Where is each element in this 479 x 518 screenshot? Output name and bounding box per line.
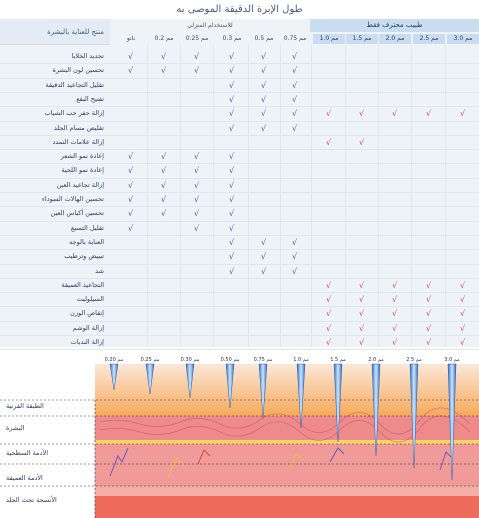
check-mark: √: [292, 266, 298, 276]
row-label: إزالة الندبات: [70, 338, 104, 346]
layer-label: البشرة: [6, 424, 25, 432]
table-row-divider: [0, 192, 479, 193]
column-header: 0.25 مم: [185, 35, 209, 42]
check-mark: √: [261, 252, 267, 262]
column-divider: [280, 45, 281, 347]
check-mark: √: [460, 295, 466, 305]
table-row-divider: [0, 92, 479, 93]
check-mark: √: [161, 195, 167, 204]
table-row-divider: [0, 335, 479, 336]
needle-label: 1.0 مم: [293, 357, 309, 363]
column-header: 0.5 مم: [254, 35, 274, 42]
check-mark: √: [326, 309, 332, 319]
row-label: تفتيح البقع: [76, 94, 104, 103]
check-mark: √: [460, 109, 466, 119]
check-mark: √: [292, 66, 298, 76]
check-mark: √: [128, 166, 134, 176]
column-header: نانو: [126, 35, 136, 42]
table-row-divider: [0, 249, 479, 250]
table-row-divider: [0, 221, 479, 222]
table-row-divider: [0, 63, 479, 64]
check-mark: √: [229, 252, 235, 262]
table-row-divider: [0, 306, 479, 307]
skin-diagram: [0, 350, 479, 518]
row-label: إزالة حفر حب الشباب: [44, 109, 104, 118]
row-label: إزالة علامات التمدد: [52, 137, 104, 146]
layer-label: الأدمة السطحية: [6, 449, 48, 457]
check-mark: √: [426, 323, 432, 333]
check-mark: √: [326, 109, 332, 119]
column-header: 2.0 مم: [379, 34, 411, 44]
check-mark: √: [229, 209, 235, 219]
row-label: التجاعيد العميقة: [61, 280, 104, 289]
check-mark: √: [426, 295, 432, 305]
row-label: إعادة نمو الشعر: [60, 152, 104, 161]
check-mark: √: [392, 280, 398, 290]
check-mark: √: [194, 66, 200, 76]
check-mark: √: [261, 266, 267, 276]
check-mark: √: [392, 109, 398, 119]
layer-label: الأدمة العميقة: [6, 474, 43, 482]
check-mark: √: [229, 123, 235, 133]
column-divider: [147, 45, 148, 347]
check-mark: √: [359, 280, 365, 290]
check-mark: √: [161, 180, 167, 190]
column-divider: [311, 45, 312, 347]
table-row-divider: [0, 149, 479, 150]
check-mark: √: [426, 280, 432, 290]
check-mark: √: [292, 123, 298, 133]
check-mark: √: [326, 338, 332, 347]
check-mark: √: [392, 309, 398, 319]
column-header: 1.5 مم: [346, 34, 378, 44]
check-mark: √: [128, 195, 134, 204]
check-mark: √: [392, 338, 398, 347]
check-mark: √: [194, 223, 200, 233]
check-mark: √: [194, 152, 200, 162]
table-row-divider: [0, 121, 479, 122]
check-mark: √: [292, 52, 298, 61]
check-mark: √: [292, 252, 298, 262]
column-divider: [213, 45, 214, 347]
table-row-divider: [0, 278, 479, 279]
check-mark: √: [359, 338, 365, 347]
check-mark: √: [229, 94, 235, 104]
check-mark: √: [326, 323, 332, 333]
table-row-divider: [0, 206, 479, 207]
needle-label: 0.20 مم: [104, 357, 124, 363]
check-mark: √: [261, 80, 267, 90]
header-professional: طبيب محترف فقط: [310, 19, 479, 32]
table-row-divider: [0, 292, 479, 293]
check-mark: √: [128, 52, 134, 61]
check-mark: √: [326, 137, 332, 147]
needle-label: 3.0 مم: [444, 357, 460, 363]
check-mark: √: [460, 280, 466, 290]
needle-label: 2.5 مم: [406, 357, 422, 363]
table-row-divider: [0, 163, 479, 164]
needle-label: 1.5 مم: [330, 357, 346, 363]
check-mark: √: [460, 323, 466, 333]
needle-label: 0.30 مم: [180, 357, 200, 363]
check-mark: √: [161, 52, 167, 61]
check-mark: √: [460, 338, 466, 347]
check-mark: √: [229, 152, 235, 162]
subcutaneous-layer: [95, 496, 479, 518]
layer-label: الطبقة القرنية: [6, 402, 44, 410]
check-mark: √: [426, 309, 432, 319]
check-mark: √: [261, 52, 267, 61]
needle-label: 0.25 مم: [140, 357, 160, 363]
row-label: تحسين لون البشرة: [52, 66, 104, 75]
superficial-dermis-layer: [95, 444, 479, 486]
check-mark: √: [229, 166, 235, 176]
check-mark: √: [359, 109, 365, 119]
check-mark: √: [292, 94, 298, 104]
table-row-divider: [0, 135, 479, 136]
check-mark: √: [161, 66, 167, 76]
row-label: إزالة الوشم: [72, 323, 104, 332]
epidermis-layer: [95, 416, 479, 440]
check-mark: √: [426, 109, 432, 119]
check-mark: √: [128, 180, 134, 190]
page-title: طول الإبرة الدقيقة الموصى به: [176, 4, 303, 15]
check-mark: √: [392, 295, 398, 305]
header-product: منتج للعناية بالبشرة: [0, 19, 110, 45]
column-header: 2.5 مم: [413, 34, 445, 44]
row-label: إزالة تجاعيد العين: [56, 180, 104, 189]
check-mark: √: [229, 80, 235, 90]
check-mark: √: [229, 195, 235, 204]
check-mark: √: [261, 123, 267, 133]
table-row-divider: [0, 106, 479, 107]
check-mark: √: [229, 66, 235, 76]
column-header: 1.0 مم: [313, 34, 345, 44]
column-divider: [411, 45, 412, 347]
check-mark: √: [261, 109, 267, 119]
table-row-divider: [0, 235, 479, 236]
column-divider: [445, 45, 446, 347]
check-mark: √: [359, 323, 365, 333]
check-mark: √: [261, 237, 267, 247]
row-label: تحسين أكياس العين: [50, 209, 104, 218]
check-mark: √: [128, 209, 134, 219]
check-mark: √: [229, 52, 235, 61]
check-mark: √: [161, 152, 167, 162]
check-mark: √: [326, 280, 332, 290]
check-mark: √: [194, 195, 200, 204]
row-label: تجديد الخلايا: [71, 52, 104, 60]
column-header: 0.2 مم: [154, 35, 174, 42]
check-mark: √: [359, 295, 365, 305]
check-mark: √: [326, 295, 332, 305]
check-mark: √: [229, 237, 235, 247]
deep-dermis-layer: [95, 486, 479, 496]
check-mark: √: [194, 52, 200, 61]
column-header: 0.3 مم: [222, 35, 242, 42]
row-label: تقليل التسبع: [70, 223, 104, 232]
check-mark: √: [128, 152, 134, 162]
table-row-divider: [0, 264, 479, 265]
column-divider: [378, 45, 379, 347]
row-label: تبييض وترطيب: [64, 252, 104, 261]
upper-dermis-layer: [95, 440, 479, 444]
check-mark: √: [460, 309, 466, 319]
check-mark: √: [359, 137, 365, 147]
row-label: تقليل التجاعيد الدقيقة: [45, 80, 104, 89]
row-label: شد: [95, 266, 104, 275]
check-mark: √: [161, 209, 167, 219]
header-home-use: للاستخدام المنزلي: [110, 19, 310, 32]
check-mark: √: [261, 94, 267, 104]
needle-label: 2.0 مم: [368, 357, 384, 363]
row-label: العناية بالوجه: [69, 237, 104, 246]
table-row-divider: [0, 78, 479, 79]
check-mark: √: [229, 223, 235, 233]
row-label: السيلوليت: [76, 295, 104, 304]
check-mark: √: [128, 66, 134, 76]
needle-label: 0.75 مم: [253, 357, 273, 363]
check-mark: √: [161, 166, 167, 176]
row-label: إنقاص الوزن: [70, 309, 104, 318]
table-row-divider: [0, 178, 479, 179]
check-mark: √: [194, 209, 200, 219]
check-mark: √: [229, 266, 235, 276]
check-mark: √: [292, 80, 298, 90]
check-mark: √: [359, 309, 365, 319]
check-mark: √: [229, 109, 235, 119]
check-mark: √: [292, 237, 298, 247]
check-mark: √: [426, 338, 432, 347]
row-label: تقليص مسام الجلد: [53, 123, 104, 132]
column-divider: [345, 45, 346, 347]
check-mark: √: [194, 180, 200, 190]
column-divider: [248, 45, 249, 347]
check-mark: √: [128, 223, 134, 233]
row-label: تحسين الهالات السوداء: [41, 195, 104, 203]
column-header: 3.0 مم: [447, 34, 479, 44]
column-divider: [180, 45, 181, 347]
needle-label: 0.50 مم: [220, 357, 240, 363]
table-row-divider: [0, 321, 479, 322]
column-header: 0.75 مم: [283, 35, 307, 42]
row-label: إعادة نمو اللحية: [61, 166, 104, 175]
check-mark: √: [229, 180, 235, 190]
layer-label: الأنسجة تحت الجلد: [6, 496, 57, 504]
check-mark: √: [292, 109, 298, 119]
check-mark: √: [194, 166, 200, 176]
check-mark: √: [392, 323, 398, 333]
check-mark: √: [261, 66, 267, 76]
